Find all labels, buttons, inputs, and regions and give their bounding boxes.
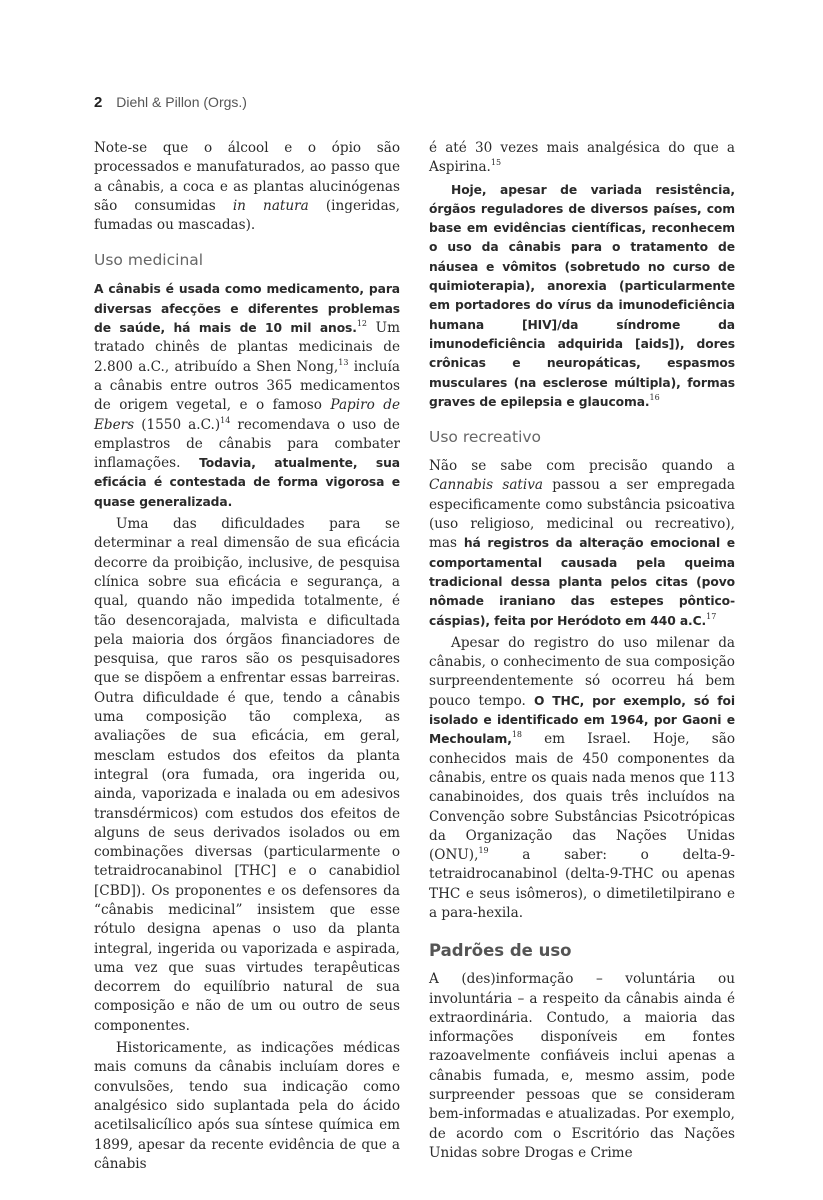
- right-column: [429, 139, 735, 1163]
- heading-uso-medicinal: Uso medicinal: [94, 251, 204, 270]
- paragraph-medicinal-3: Historicamente, as indicações médicas mais comuns da cânabis incluíam dores e convulsões, tendo sua indicação como analgésico sido suplantada pela do ácido acetilsalicílico após sua síntese química em 1899, apesar da recente evidência de que a cânabis: [94, 1040, 400, 1172]
- left-column: [94, 139, 400, 1174]
- paragraph-hoje: Hoje, apesar de variada resistência, órgãos reguladores de diversos países, com base em evidências científicas, reconhecem o uso da cânabis para o tratamento de náusea e vômitos (sobretudo no curso de quimioterapia), anorexia (particularmente em portadores do vírus da imunodeficiência humana [HIV]/da síndrome da imunodeficiência adquirida [aids]), dores crônicas e neuropáticas, espasmos musculares (na esclerose múltipla), formas graves de epilepsia e glaucoma.$^{16}$: [429, 182, 735, 409]
- paragraph-recreativo-2: Apesar do registro do uso milenar da cânabis, o conhecimento de sua composição surpreendentemente só ocorreu há bem pouco tempo. O THC, por exemplo, só foi isolado e identificado em 1964, por Gaoni e Mechoulam,$^{18}$ em Israel. Hoje, são conhecidos mais de 450 componentes da cânabis, entre os quais nada menos que 113 canabinoides, dos quais três incluídos na Convenção sobre Substâncias Psicotrópicas da Organização das Nações Unidas (ONU),$^{19}$ a saber: o delta-9-tetraidrocanabinol (delta-9-THC ou apenas THC e seus isômeros), o dimetiletilpirano e a para-hexila.: [429, 634, 735, 921]
- paragraph-padroes: A (des)informação – voluntária ou involuntária – a respeito da cânabis ainda é extraordinária. Contudo, a maioria das informações disponíveis em fontes razoavelmente confiáveis inclui apenas a cânabis fumada, e, mesmo assim, pode surpreender pessoas que se consideram bem-informadas e atualizadas. Por exemplo, de acordo com o Escritório das Nações Unidas sobre Drogas e Crime: [429, 971, 735, 1161]
- paragraph-recreativo-1: Não se sabe com precisão quando a Cannabis sativa passou a ser empregada especificamente como substância psicoativa (uso religioso, medicinal ou recreativo), mas há registros da alteração emocional e comportamental causada pela queima tradicional dessa planta pelos citas (povo nômade iraniano das estepes pôntico-cáspias), feita por Heródoto em 440 a.C.$^{17}$: [429, 458, 735, 628]
- paragraph-intro: Note-se que o álcool e o ópio são processados e manufaturados, ao passo que a cânabis, a coca e as plantas alucinógenas são consumidas in natura (ingeridas, fumadas ou mascadas).: [94, 140, 400, 234]
- heading-uso-recreativo: Uso recreativo: [429, 428, 542, 447]
- heading-padroes-de-uso: Padrões de uso: [429, 941, 572, 961]
- paragraph-aspirina: é até 30 vezes mais analgésica do que a Aspirina.$^{15}$: [429, 140, 735, 176]
- running-head: [94, 94, 247, 111]
- paragraph-medicinal-2: Uma das dificuldades para se determinar a real dimensão de sua eficácia decorre da proibição, inclusive, de pesquisa clínica sobre sua eficácia e segurança, a qual, quando não impedida totalmente, é tão desencorajada, malvista e dificultada pela maioria dos órgãos financiadores de pesquisa, que raros são os pesquisadores que se dispõem a enfrentar essas barreiras. Outra dificuldade é que, tendo a cânabis uma composição tão complexa, as avaliações de sua eficácia, em geral, mesclam estudos dos efeitos da planta integral (ora fumada, ora ingerida ou, ainda, vaporizada e inalada ou em adesivos transdérmicos) com estudos dos efeitos de alguns de seus derivados isolados ou em combinações diversas (particularmente o tetraidrocanabinol [THC] e o canabidiol [CBD]). Os proponentes e os defensores da “cânabis medicinal” insistem que esse rótulo designa apenas o uso da planta integral, ingerida ou vaporizada e aspirada, uma vez que suas virtudes terapêuticas decorrem do equilíbrio natural de sua composição e não de um ou outro de seus componentes.: [94, 516, 400, 1034]
- running-title: Diehl & Pillon (Orgs.): [116, 94, 247, 110]
- page-number: 2: [94, 94, 103, 111]
- paragraph-medicinal-1: A cânabis é usada como medicamento, para diversas afecções e diferentes problemas de saúde, há mais de 10 mil anos.$^{12}$ Um tratado chinês de plantas medicinais de 2.800 a.C., atribuído a Shen Nong,$^{13}$ incluía a cânabis entre outros 365 medicamentos de origem vegetal, e o famoso Papiro de Ebers (1550 a.C.)$^{14}$ recomendava o uso de emplastros de cânabis para combater inflamações. Todavia, atualmente, sua eficácia é contestada de forma vigorosa e quase generalizada.: [94, 282, 401, 509]
